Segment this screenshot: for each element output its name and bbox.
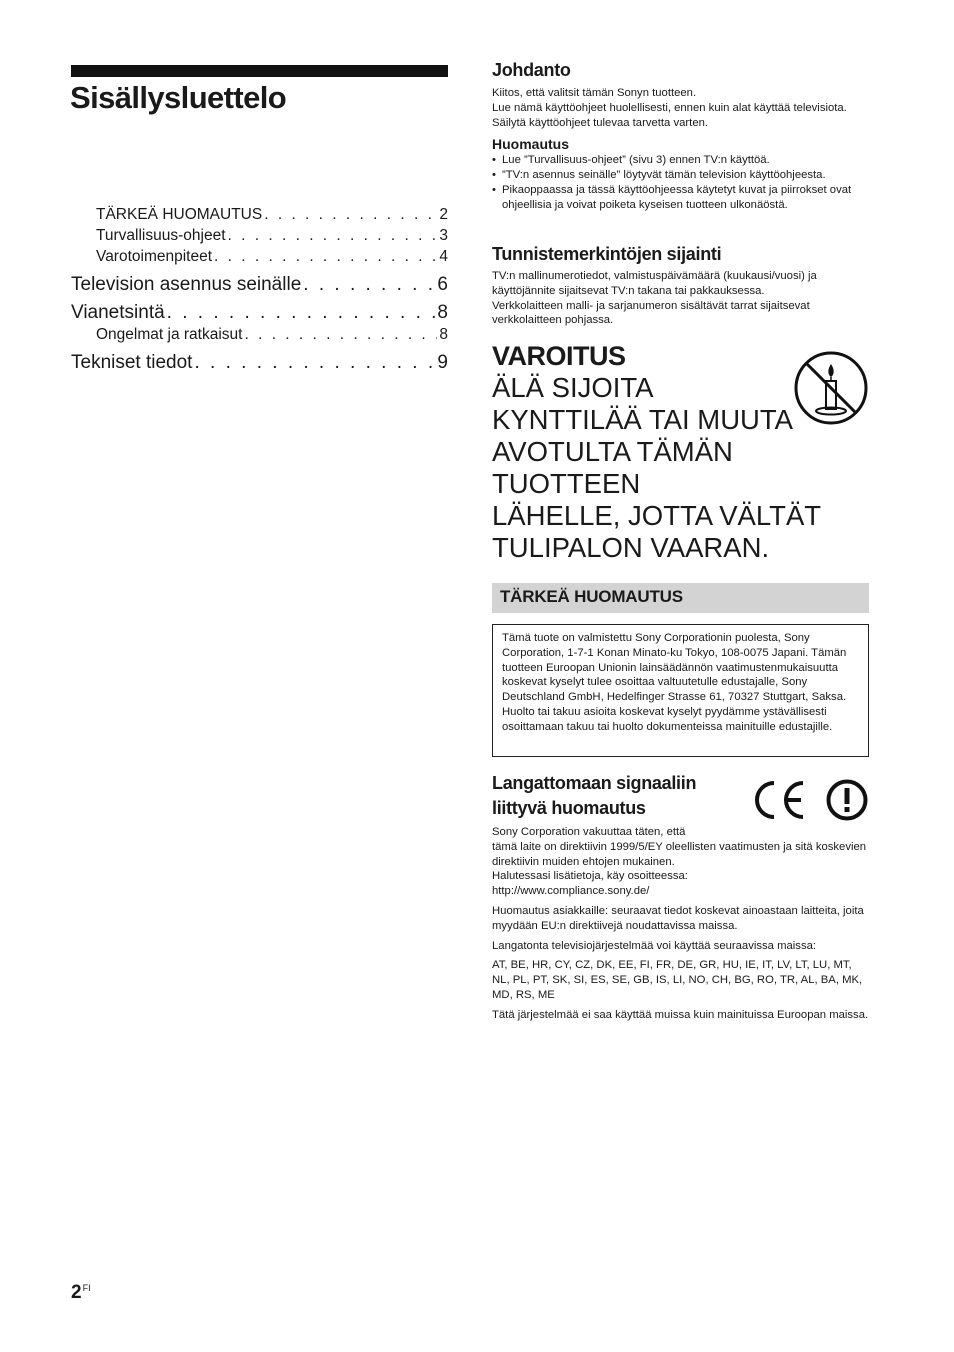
wireless-text-1c: Halutessasi lisätietoja, käy osoitteessa: [492,870,688,883]
wireless-heading [492,771,870,821]
toc-page: 8 [437,302,448,323]
toc-page: 2 [439,206,448,223]
toc-label: Varotoimenpiteet [96,248,213,265]
toc-page: 4 [439,248,448,265]
intro-section [492,60,870,213]
compliance-url[interactable]: http://www.compliance.sony.de/ [492,885,650,898]
identification-text-2: Verkkolaitteen malli- ja sarjanumeron sisältävät tarrat sijaitsevat verkkolaitteen pohjassa. [492,299,810,327]
no-candle-icon [793,350,869,426]
wireless-text-5: Tätä järjestelmää ei saa käyttää muissa kuin mainituissa Euroopan maissa. [492,1008,869,1021]
list-item: • Pikaoppaassa ja tässä käyttöohjeessa käytetyt kuvat ja piirrokset ovat ohjeellisia ja voivat poiketa kyseisen tuotteen ulkonäöstä. [492,183,870,213]
toc-entry-varotoimenpiteet[interactable] [96,248,448,266]
toc-entry-television-asennus[interactable] [71,274,448,296]
notice-box: Tämä tuote on valmistettu Sony Corporationin puolesta, Sony Corporation, 1-7-1 Konan Minato-ku Tokyo, 108-0075 Japani. Tämän tuotteen Euroopan Unionin lainsäädännön vaatimustenmukaisuutta koskevat kyselyt tulee osoittaa valtuutetulle edustajalle, Sony Deutschland GmbH, Hedelfinger Strasse 61, 70327 Stuttgart, Saksa. Huolto tai takuu asioita koskevat kyselyt pyydämme ystävällisesti osoittamaan takuu tai huolto dokumenteissa mainituille edustajille. [492,624,869,757]
toc-entry-tekniset-tiedot[interactable] [71,352,448,374]
note-heading: Huomautus [492,136,569,153]
wireless-heading-line-2: liittyvä huomautus [492,798,646,818]
wireless-section [492,771,870,1023]
page-number [71,1282,91,1304]
intro-heading: Johdanto [492,60,571,80]
wireless-text-3: Langatonta televisiojärjestelmää voi käyttää seuraavissa maissa: [492,939,817,952]
ce-mark-icon [748,778,806,822]
toc-label: Ongelmat ja ratkaisut [96,326,243,343]
toc-entry-vianetsinta[interactable] [71,302,448,324]
toc-label: TÄRKEÄ HUOMAUTUS [96,206,263,223]
toc-label: Vianetsintä [71,302,165,323]
warning-text: ÄLÄ SIJOITA KYNTTILÄÄ TAI MUUTA AVOTULTA TÄMÄN TUOTTEEN LÄHELLE, JOTTA VÄLTÄT TULIPALON VAARAN. [492,372,822,563]
alert-icon [826,779,868,821]
toc-label: Tekniset tiedot [71,352,193,373]
toc-page: 6 [437,274,448,295]
list-item: • Lue ”Turvallisuus-ohjeet” (sivu 3) ennen TV:n käyttöä. [492,153,870,168]
country-list: AT, BE, HR, CY, CZ, DK, EE, FI, FR, DE, GR, HU, IE, IT, LV, LT, LU, MT, NL, PL, PT, SK, SI, ES, SE, GB, IS, LI, NO, CH, BG, RO, TR, AL, BA, MK, MD, RS, ME [492,959,863,1001]
toc-page: 3 [439,227,448,244]
warning-title: VAROITUS [492,341,626,371]
list-item: • ”TV:n asennus seinälle” löytyvät tämän television käyttöohjeesta. [492,168,870,183]
toc-entry-ongelmat-ja-ratkaisut[interactable] [96,326,448,344]
toc-label: Television asennus seinälle [71,274,302,295]
toc-page: 9 [437,352,448,373]
identification-text-1: TV:n mallinumerotiedot, valmistuspäivämäärä (kuukausi/vuosi) ja käyttöjännite sijaitsevat TV:n takana tai pakkauksessa. [492,270,817,297]
toc-label: Turvallisuus-ohjeet [96,227,226,244]
wireless-text-2: Huomautus asiakkaille: seuraavat tiedot koskevat ainoastaan laitteita, joita myydään EU:n direktiivejä noudattavissa maissa. [492,904,864,932]
page-title: Sisällysluettelo [70,80,287,115]
intro-text-2: Lue nämä käyttöohjeet huolellisesti, ennen kuin alat käyttää televisiota. Säilytä käyttöohjeet tulevaa tarvetta varten. [492,101,847,129]
wireless-text-1b: tämä laite on direktiivin 1999/5/EY oleellisten vaatimusten ja sitä koskevien direktiivin muiden ehtojen mukainen. [492,840,867,868]
title-rule [71,65,448,77]
wireless-text-1a: Sony Corporation vakuuttaa täten, että [492,826,686,838]
identification-section [492,244,870,328]
toc-entry-turvallisuus-ohjeet[interactable] [96,227,448,245]
notice-title: TÄRKEÄ HUOMAUTUS [500,587,683,606]
note-list [492,153,870,212]
identification-heading: Tunnistemerkintöjen sijainti [492,244,722,264]
toc-page: 8 [439,326,448,343]
intro-text-1: Kiitos, että valitsit tämän Sonyn tuotteen. [492,87,697,99]
wireless-heading-line-1: Langattomaan signaaliin [492,773,697,793]
toc-entry-tarkea-huomautus[interactable] [96,206,448,224]
language-code: FI [82,1283,91,1293]
page-number-value: 2 [71,1282,82,1303]
